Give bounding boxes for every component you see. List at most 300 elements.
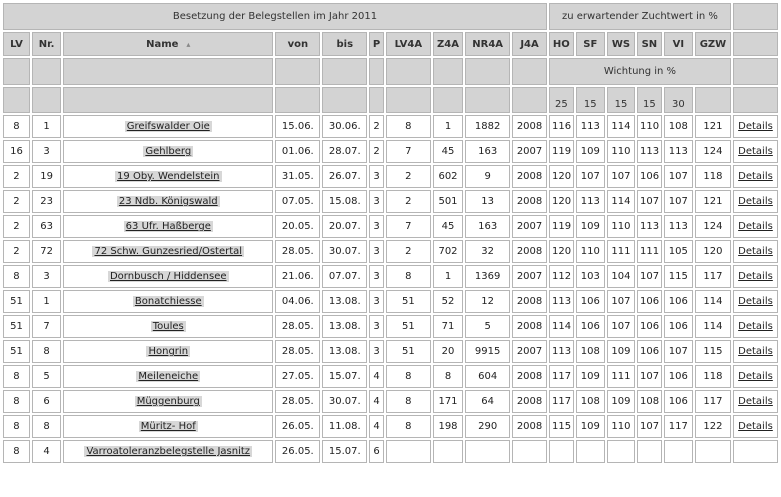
cell-ws: 109 <box>607 340 635 363</box>
cell-von: 04.06. <box>275 290 320 313</box>
blank-cell <box>433 58 463 85</box>
blank-cell <box>512 58 547 85</box>
blank-cell <box>733 87 778 113</box>
cell-lv4a: 8 <box>386 390 431 413</box>
cell-sn: 106 <box>637 315 662 338</box>
col-header-nr4a[interactable]: NR4A <box>465 32 510 56</box>
table-row <box>3 190 778 213</box>
cell-p: 2 <box>369 115 384 138</box>
table-row <box>3 265 778 288</box>
cell-z4a: 1 <box>433 265 463 288</box>
cell-sn: 106 <box>637 340 662 363</box>
cell-vi: 115 <box>664 265 693 288</box>
cell-lv: 16 <box>3 140 30 163</box>
cell-lv4a: 8 <box>386 365 431 388</box>
weight-ws: 15 <box>607 87 635 113</box>
apiary-name: Varroatoleranzbelegstelle Jasnitz <box>86 446 251 457</box>
cell-j4a: 2008 <box>512 315 547 338</box>
cell-nr: 8 <box>32 340 61 363</box>
cell-lv4a <box>386 440 431 463</box>
cell-von: 31.05. <box>275 165 320 188</box>
cell-ws: 114 <box>607 115 635 138</box>
cell-sn: 110 <box>637 115 662 138</box>
cell-vi: 113 <box>664 140 693 163</box>
cell-j4a: 2008 <box>512 240 547 263</box>
cell-z4a: 1 <box>433 115 463 138</box>
cell-details <box>733 190 778 213</box>
cell-nr: 6 <box>32 390 61 413</box>
cell-details <box>733 115 778 138</box>
cell-vi: 107 <box>664 340 693 363</box>
cell-ho: 120 <box>549 165 574 188</box>
cell-nr4a: 32 <box>465 240 510 263</box>
table-row <box>3 365 778 388</box>
details-link[interactable]: Details <box>738 221 773 232</box>
cell-lv4a: 2 <box>386 165 431 188</box>
cell-gzw: 121 <box>695 190 731 213</box>
cell-sn: 106 <box>637 165 662 188</box>
cell-j4a: 2008 <box>512 415 547 438</box>
cell-details <box>733 365 778 388</box>
cell-z4a: 8 <box>433 365 463 388</box>
cell-sf: 103 <box>576 265 605 288</box>
cell-details <box>733 140 778 163</box>
blank-cell <box>275 87 320 113</box>
details-link[interactable]: Details <box>738 171 773 182</box>
apiary-table <box>1 1 780 465</box>
weight-sn: 15 <box>637 87 662 113</box>
cell-nr: 3 <box>32 265 61 288</box>
cell-sf: 106 <box>576 315 605 338</box>
details-link[interactable]: Details <box>738 271 773 282</box>
cell-j4a: 2008 <box>512 190 547 213</box>
cell-vi: 106 <box>664 290 693 313</box>
details-link[interactable]: Details <box>738 371 773 382</box>
cell-vi: 107 <box>664 190 693 213</box>
cell-gzw: 124 <box>695 140 731 163</box>
details-link[interactable]: Details <box>738 246 773 257</box>
cell-sf <box>576 440 605 463</box>
cell-von: 28.05. <box>275 240 320 263</box>
cell-details <box>733 440 778 463</box>
cell-nr4a: 163 <box>465 140 510 163</box>
cell-details <box>733 265 778 288</box>
blank-cell <box>3 87 30 113</box>
cell-z4a: 702 <box>433 240 463 263</box>
col-header-ws[interactable]: WS <box>607 32 635 56</box>
col-header-sn[interactable]: SN <box>637 32 662 56</box>
cell-details <box>733 165 778 188</box>
details-link[interactable]: Details <box>738 421 773 432</box>
apiary-name: 63 Ufr. Haßberge <box>125 221 211 232</box>
cell-ho <box>549 440 574 463</box>
col-header-j4a[interactable]: J4A <box>512 32 547 56</box>
cell-z4a: 71 <box>433 315 463 338</box>
cell-gzw: 114 <box>695 290 731 313</box>
cell-lv: 51 <box>3 315 30 338</box>
cell-von: 28.05. <box>275 315 320 338</box>
table-row <box>3 240 778 263</box>
cell-sf: 113 <box>576 115 605 138</box>
apiary-name: 72 Schw. Gunzesried/Ostertal <box>94 246 243 257</box>
cell-sf: 107 <box>576 165 605 188</box>
col-header-z4a[interactable]: Z4A <box>433 32 463 56</box>
cell-gzw: 115 <box>695 340 731 363</box>
weight-sf: 15 <box>576 87 605 113</box>
cell-details <box>733 340 778 363</box>
cell-ws: 110 <box>607 140 635 163</box>
cell-z4a: 52 <box>433 290 463 313</box>
cell-ho: 117 <box>549 390 574 413</box>
table-row <box>3 340 778 363</box>
cell-nr4a: 9915 <box>465 340 510 363</box>
cell-von: 27.05. <box>275 365 320 388</box>
col-header-ho[interactable]: HO <box>549 32 574 56</box>
blank-cell <box>63 58 273 85</box>
blank-cell <box>3 58 30 85</box>
cell-ws: 111 <box>607 365 635 388</box>
cell-lv: 8 <box>3 365 30 388</box>
cell-p: 3 <box>369 290 384 313</box>
cell-nr4a: 290 <box>465 415 510 438</box>
cell-details <box>733 315 778 338</box>
cell-lv: 8 <box>3 115 30 138</box>
cell-nr4a: 1369 <box>465 265 510 288</box>
cell-ho: 117 <box>549 365 574 388</box>
blank-cell <box>386 87 431 113</box>
cell-details <box>733 215 778 238</box>
col-header-gzw[interactable]: GZW <box>695 32 731 56</box>
cell-gzw: 124 <box>695 215 731 238</box>
cell-ho: 116 <box>549 115 574 138</box>
details-link[interactable]: Details <box>738 121 773 132</box>
cell-vi: 106 <box>664 390 693 413</box>
table-body <box>3 115 778 463</box>
cell-ho: 120 <box>549 190 574 213</box>
cell-sf: 108 <box>576 390 605 413</box>
col-header-sf[interactable]: SF <box>576 32 605 56</box>
cell-gzw: 121 <box>695 115 731 138</box>
cell-p: 3 <box>369 190 384 213</box>
cell-p: 3 <box>369 215 384 238</box>
table-row <box>3 315 778 338</box>
cell-z4a: 45 <box>433 140 463 163</box>
cell-lv4a: 51 <box>386 290 431 313</box>
cell-name <box>63 415 273 438</box>
col-header-p[interactable]: P <box>369 32 384 56</box>
table-row <box>3 415 778 438</box>
cell-sf: 108 <box>576 340 605 363</box>
cell-p: 3 <box>369 165 384 188</box>
cell-ws: 111 <box>607 240 635 263</box>
cell-ws: 107 <box>607 165 635 188</box>
cell-name <box>63 290 273 313</box>
cell-z4a: 20 <box>433 340 463 363</box>
cell-nr4a: 13 <box>465 190 510 213</box>
table-row <box>3 115 778 138</box>
cell-name <box>63 365 273 388</box>
apiary-name: Toules <box>152 321 184 332</box>
cell-j4a: 2008 <box>512 165 547 188</box>
details-link[interactable]: Details <box>738 146 773 157</box>
apiary-name: Dornbusch / Hiddensee <box>109 271 227 282</box>
cell-lv4a: 51 <box>386 315 431 338</box>
cell-bis: 13.08. <box>322 290 367 313</box>
cell-ho: 114 <box>549 315 574 338</box>
cell-p: 3 <box>369 240 384 263</box>
cell-bis: 15.07. <box>322 365 367 388</box>
table-row <box>3 440 778 463</box>
cell-bis: 07.07. <box>322 265 367 288</box>
cell-vi <box>664 440 693 463</box>
blank-cell <box>32 87 61 113</box>
cell-vi: 106 <box>664 365 693 388</box>
cell-nr: 19 <box>32 165 61 188</box>
cell-vi: 106 <box>664 315 693 338</box>
cell-bis: 30.07. <box>322 240 367 263</box>
cell-nr4a <box>465 440 510 463</box>
cell-vi: 105 <box>664 240 693 263</box>
cell-nr4a: 163 <box>465 215 510 238</box>
cell-ws <box>607 440 635 463</box>
cell-ho: 119 <box>549 215 574 238</box>
cell-ws: 109 <box>607 390 635 413</box>
cell-j4a: 2008 <box>512 290 547 313</box>
cell-sn: 111 <box>637 240 662 263</box>
cell-ws: 104 <box>607 265 635 288</box>
apiary-name: 19 Oby. Wendelstein <box>117 171 220 182</box>
cell-sf: 109 <box>576 140 605 163</box>
cell-ws: 107 <box>607 315 635 338</box>
cell-nr4a: 9 <box>465 165 510 188</box>
cell-von: 21.06. <box>275 265 320 288</box>
blank-cell <box>695 87 731 113</box>
details-link[interactable]: Details <box>738 321 773 332</box>
apiary-name: Gehlberg <box>145 146 192 157</box>
sort-icon: ▴ <box>186 39 191 49</box>
cell-name <box>63 440 273 463</box>
cell-bis: 13.08. <box>322 315 367 338</box>
cell-lv4a: 7 <box>386 140 431 163</box>
cell-name <box>63 165 273 188</box>
cell-details <box>733 415 778 438</box>
apiary-name: Bonatchiesse <box>134 296 202 307</box>
cell-nr: 1 <box>32 115 61 138</box>
cell-p: 6 <box>369 440 384 463</box>
cell-lv: 2 <box>3 215 30 238</box>
cell-j4a <box>512 440 547 463</box>
cell-von: 28.05. <box>275 390 320 413</box>
cell-lv: 2 <box>3 240 30 263</box>
cell-sf: 113 <box>576 190 605 213</box>
cell-bis: 20.07. <box>322 215 367 238</box>
cell-ho: 113 <box>549 340 574 363</box>
cell-lv: 8 <box>3 415 30 438</box>
cell-p: 3 <box>369 265 384 288</box>
col-header-name[interactable] <box>63 32 273 56</box>
cell-p: 3 <box>369 340 384 363</box>
cell-name <box>63 265 273 288</box>
cell-ws: 110 <box>607 415 635 438</box>
cell-sn: 113 <box>637 140 662 163</box>
cell-ho: 120 <box>549 240 574 263</box>
cell-bis: 30.07. <box>322 390 367 413</box>
cell-vi: 108 <box>664 115 693 138</box>
cell-gzw: 114 <box>695 315 731 338</box>
cell-p: 4 <box>369 365 384 388</box>
cell-p: 4 <box>369 415 384 438</box>
cell-p: 4 <box>369 390 384 413</box>
apiary-name: Meileneiche <box>138 371 199 382</box>
cell-lv4a: 7 <box>386 215 431 238</box>
cell-nr: 63 <box>32 215 61 238</box>
cell-z4a <box>433 440 463 463</box>
weight-ho: 25 <box>549 87 574 113</box>
cell-name <box>63 315 273 338</box>
details-link[interactable]: Details <box>738 296 773 307</box>
col-header-bis[interactable]: bis <box>322 32 367 56</box>
cell-sn: 108 <box>637 390 662 413</box>
blank-cell <box>369 87 384 113</box>
cell-lv4a: 8 <box>386 265 431 288</box>
blank-cell <box>322 58 367 85</box>
cell-z4a: 501 <box>433 190 463 213</box>
cell-nr: 7 <box>32 315 61 338</box>
blank-cell <box>369 58 384 85</box>
cell-z4a: 198 <box>433 415 463 438</box>
apiary-name: Müggenburg <box>136 396 200 407</box>
cell-lv: 2 <box>3 165 30 188</box>
cell-gzw: 117 <box>695 390 731 413</box>
details-link[interactable]: Details <box>738 196 773 207</box>
cell-sn: 113 <box>637 215 662 238</box>
cell-vi: 113 <box>664 215 693 238</box>
cell-lv4a: 2 <box>386 190 431 213</box>
apiary-name: 23 Ndb. Königswald <box>118 196 218 207</box>
col-header-vi[interactable]: VI <box>664 32 693 56</box>
cell-name <box>63 215 273 238</box>
cell-lv: 51 <box>3 340 30 363</box>
cell-lv4a: 8 <box>386 115 431 138</box>
col-header-von[interactable]: von <box>275 32 320 56</box>
details-link[interactable]: Details <box>738 396 773 407</box>
cell-ho: 119 <box>549 140 574 163</box>
blank-cell <box>733 58 778 85</box>
blank-cell <box>512 87 547 113</box>
cell-von: 01.06. <box>275 140 320 163</box>
blank-cell <box>465 87 510 113</box>
col-header-lv4a[interactable]: LV4A <box>386 32 431 56</box>
cell-bis: 11.08. <box>322 415 367 438</box>
cell-nr: 8 <box>32 415 61 438</box>
cell-von: 26.05. <box>275 440 320 463</box>
col-header-nr[interactable]: Nr. <box>32 32 61 56</box>
col-header-name-label: Name <box>146 38 179 50</box>
cell-sn: 106 <box>637 290 662 313</box>
cell-gzw <box>695 440 731 463</box>
cell-lv4a: 2 <box>386 240 431 263</box>
weighting-label: Wichtung in % <box>549 58 731 85</box>
cell-lv: 2 <box>3 190 30 213</box>
cell-nr4a: 1882 <box>465 115 510 138</box>
blank-cell <box>433 87 463 113</box>
cell-sn: 107 <box>637 265 662 288</box>
cell-z4a: 602 <box>433 165 463 188</box>
cell-j4a: 2007 <box>512 215 547 238</box>
cell-z4a: 45 <box>433 215 463 238</box>
cell-details <box>733 290 778 313</box>
cell-sf: 109 <box>576 365 605 388</box>
group-header-breeding-value: zu erwartender Zuchtwert in % <box>549 3 731 30</box>
cell-nr: 3 <box>32 140 61 163</box>
blank-cell <box>63 87 273 113</box>
apiary-name: Hongrin <box>148 346 189 357</box>
blank-cell <box>322 87 367 113</box>
cell-vi: 117 <box>664 415 693 438</box>
cell-j4a: 2008 <box>512 365 547 388</box>
group-header-occupancy: Besetzung der Belegstellen im Jahr 2011 <box>3 3 547 30</box>
cell-name <box>63 390 273 413</box>
cell-von: 28.05. <box>275 340 320 363</box>
page-container <box>1 1 780 495</box>
cell-nr: 72 <box>32 240 61 263</box>
cell-lv4a: 51 <box>386 340 431 363</box>
cell-bis: 15.07. <box>322 440 367 463</box>
table-row <box>3 215 778 238</box>
cell-von: 15.06. <box>275 115 320 138</box>
cell-j4a: 2007 <box>512 140 547 163</box>
cell-lv4a: 8 <box>386 415 431 438</box>
cell-j4a: 2008 <box>512 115 547 138</box>
cell-j4a: 2008 <box>512 390 547 413</box>
cell-lv: 8 <box>3 440 30 463</box>
cell-lv: 8 <box>3 265 30 288</box>
cell-gzw: 122 <box>695 415 731 438</box>
col-header-lv[interactable]: LV <box>3 32 30 56</box>
cell-j4a: 2007 <box>512 340 547 363</box>
cell-z4a: 171 <box>433 390 463 413</box>
blank-cell <box>275 58 320 85</box>
cell-ho: 112 <box>549 265 574 288</box>
apiary-name: Greifswalder Oie <box>126 121 210 132</box>
cell-nr4a: 604 <box>465 365 510 388</box>
cell-sf: 109 <box>576 215 605 238</box>
cell-gzw: 118 <box>695 165 731 188</box>
apiary-name: Müritz- Hof <box>140 421 196 432</box>
cell-gzw: 117 <box>695 265 731 288</box>
cell-sf: 110 <box>576 240 605 263</box>
cell-bis: 15.08. <box>322 190 367 213</box>
cell-sn: 107 <box>637 415 662 438</box>
cell-gzw: 120 <box>695 240 731 263</box>
cell-nr4a: 5 <box>465 315 510 338</box>
cell-p: 2 <box>369 140 384 163</box>
cell-ws: 107 <box>607 290 635 313</box>
cell-name <box>63 140 273 163</box>
cell-nr4a: 12 <box>465 290 510 313</box>
cell-sn <box>637 440 662 463</box>
cell-gzw: 118 <box>695 365 731 388</box>
cell-ho: 113 <box>549 290 574 313</box>
table-row <box>3 165 778 188</box>
cell-von: 07.05. <box>275 190 320 213</box>
cell-nr: 5 <box>32 365 61 388</box>
cell-bis: 28.07. <box>322 140 367 163</box>
cell-vi: 107 <box>664 165 693 188</box>
details-link[interactable]: Details <box>738 346 773 357</box>
cell-nr: 1 <box>32 290 61 313</box>
cell-details <box>733 390 778 413</box>
